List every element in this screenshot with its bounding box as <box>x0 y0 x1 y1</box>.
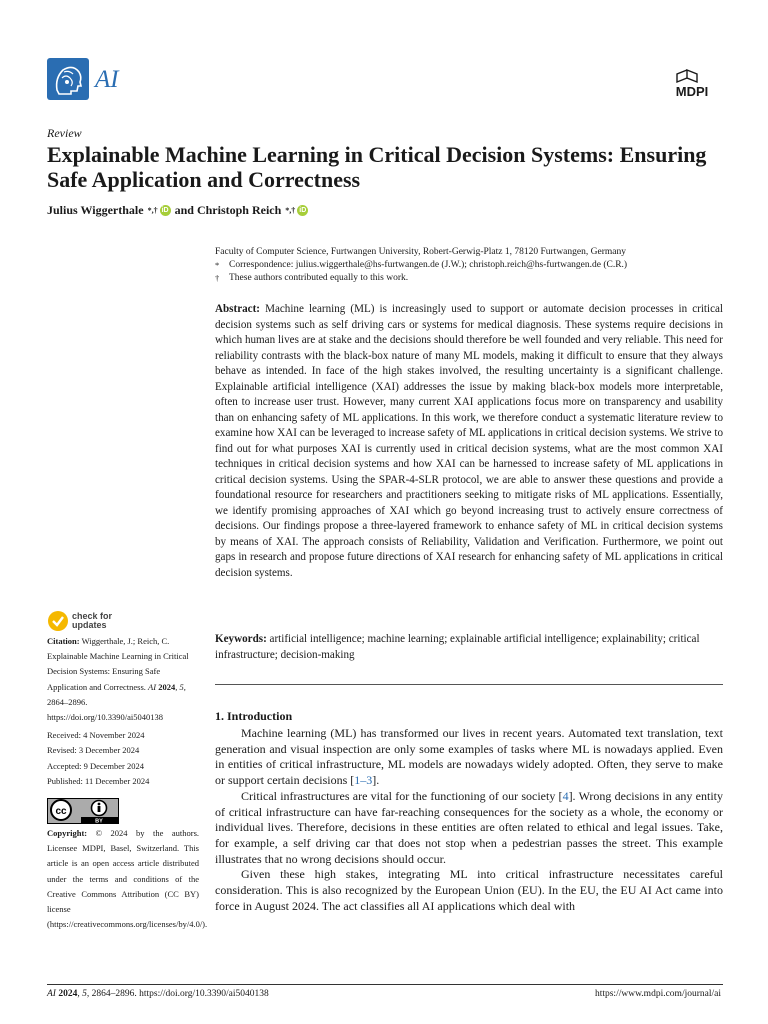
citation-link[interactable]: 1–3 <box>354 773 373 788</box>
copyright-text: © 2024 by the authors. Licensee MDPI, Basel, Switzerland. This article is an open access article distributed under the terms and conditions of the Creative Commons Attribution (CC BY) license (https://creativecommons.org/licenses/by/4.0/). <box>47 828 208 930</box>
citation-journal: AI <box>148 681 157 692</box>
keywords-text: artificial intelligence; machine learning; explainable artificial intelligence; explainability; critical infrastructure; decision-making <box>215 633 700 661</box>
equal-contribution-note: These authors contributed equally to this work. <box>229 273 409 283</box>
published-date: Published: 11 December 2024 <box>47 776 150 787</box>
check-line: updates <box>72 620 107 630</box>
footer-doi[interactable]: , 2864–2896. https://doi.org/10.3390/ai5040138 <box>86 989 269 999</box>
revised-date: Revised: 3 December 2024 <box>47 745 140 756</box>
citation-volume: 5 <box>179 681 184 692</box>
check-updates-icon <box>47 610 69 632</box>
abstract-label: Abstract: <box>215 303 260 315</box>
footer-divider <box>47 984 723 985</box>
check-line: check for <box>72 611 113 621</box>
journal-logo <box>47 58 119 100</box>
author-name: Christoph Reich <box>196 203 282 217</box>
orcid-icon[interactable]: iD <box>299 207 307 214</box>
check-for-updates-button[interactable] <box>47 610 199 632</box>
publisher-name: MDPI <box>675 84 709 99</box>
author-marks: *,† <box>147 206 158 215</box>
affiliations <box>215 246 725 285</box>
citation-block: Citation: Wiggerthale, J.; Reich, C. Explainable Machine Learning in Critical Decision Systems: Ensuring Safe Application and Correctness. AI 2024, 5, 2864–2896. https://doi.org/10.3390/ai5040138 <box>47 636 189 723</box>
footer-citation: AI 2024, 5, 2864–2896. https://doi.org/10.3390/ai5040138 <box>47 989 269 999</box>
dates-block <box>47 728 199 790</box>
copyright-block <box>47 826 208 932</box>
cc-by-label: BY <box>95 818 103 824</box>
citation-text: Wiggerthale, J.; Reich, C. Explainable Machine Learning in Critical Decision Systems: Ensuring Safe Application and Correctness. <box>47 636 189 692</box>
article-title: Explainable Machine Learning in Critical Decision Systems: Ensuring Safe Application and Correctness <box>47 142 707 192</box>
keywords-label: Keywords: <box>215 633 267 645</box>
divider <box>215 684 723 685</box>
copyright-label: Copyright: <box>47 828 88 838</box>
orcid-icon[interactable]: iD <box>161 207 169 214</box>
author-marks: *,† <box>285 206 296 215</box>
author-separator: and <box>174 203 194 217</box>
citation-pages-doi[interactable]: , 2864–2896. https://doi.org/10.3390/ai5040138 <box>47 681 186 723</box>
author-list <box>47 203 312 218</box>
correspondence: Correspondence: julius.wiggerthale@hs-furtwangen.de (J.W.); christoph.reich@hs-furtwangen.de (C.R.) <box>229 260 628 270</box>
article-type: Review <box>47 126 82 140</box>
keywords <box>215 632 723 663</box>
paragraph: Given these high stakes, integrating ML into critical infrastructure necessitates careful consideration. This is also recognized by the European Union (EU). In the EU, the EU AI Act came into force in August 2024. The act classifies all AI applications which deal with <box>215 867 723 913</box>
author-name: Julius Wiggerthale <box>47 203 144 217</box>
mdpi-logo-icon <box>664 69 720 101</box>
citation-label: Citation: <box>47 636 80 646</box>
citation-link[interactable]: 4 <box>562 788 569 803</box>
affiliation: Faculty of Computer Science, Furtwangen University, Robert-Gerwig-Platz 1, 78120 Furtwangen, Germany <box>215 247 626 257</box>
cc-by-license-icon[interactable] <box>47 798 119 824</box>
section-title: 1. Introduction <box>215 709 293 723</box>
received-date: Received: 4 November 2024 <box>47 730 145 740</box>
svg-text:cc: cc <box>55 806 67 817</box>
abstract-text: Machine learning (ML) is increasingly used to support or automate decision processes in critical decision systems such as self driving cars or systems for medical diagnosis. These systems require decisions in which human lives are at stake and the decisions should therefore be well founded and very reliable. This need for reliability contrasts with the black-box nature of many ML models, making it difficult to ensure that they always behave as intended. In face of the high stakes involved, the resulting uncertainty is a significant challenge. Explainable artificial intelligence (XAI) addresses the issue by making black-box models more interpretable, often to increase user trust. However, many current XAI applications focus more on transparency and usability than on enhancing safety of ML applications. In this work, we therefore conduct a systematic literature review to examine how XAI can be leveraged to increase safety of ML applications in critical decision systems. We strive to find out for what purposes XAI is currently used in critical decision systems, what are the most common XAI techniques in critical decision systems and how XAI can be harnessed to increase safety of ML applications in critical decision systems. Using the SPAR-4-SLR protocol, we are able to answer these questions and provide a foundational resource for researchers and practitioners seeking to mitigate risks of ML applications. Essentially, we identify promising approaches of XAI which go beyond increasing trust to actively ensure correctness of decisions. Our findings propose a three-layered framework to enhance safety of ML in critical decision systems by means of XAI. The approach consists of Reliability, Validation and Verification. Furthermore, we point out gaps in research and propose future directions of XAI research for enhancing safety of ML applications in critical decision systems. <box>215 303 723 579</box>
journal-name: AI <box>95 66 119 93</box>
paragraph: Critical infrastructures are vital for the functioning of our society [4]. Wrong decisions in any entity of critical infrastructure can have far-reaching consequences for the society as a whole, the economy or individual lives. Therefore, decisions in these entities are often related to ethical and legal issues. Take, for example, a self driving car that does not stop when a pedestrian passes the street. This example illustrates that no wrong decisions should occur. <box>215 788 723 866</box>
section-body <box>215 726 723 914</box>
citation-year: 2024 <box>158 681 176 692</box>
footer-journal-url[interactable]: https://www.mdpi.com/journal/ai <box>594 989 721 999</box>
abstract <box>215 302 723 581</box>
footnote-mark: † <box>215 273 220 283</box>
paragraph: Machine learning (ML) has transformed our lives in recent years. Automated text translation, text generation and visual inspection are only some examples of tasks where ML is nowadays applied. Even in entities of critical infrastructure, ML models are nowadays widely adopted. Often, they serve to make or support certain decisions [1–3]. <box>215 726 723 788</box>
accepted-date: Accepted: 9 December 2024 <box>47 760 144 771</box>
ai-head-emblem-icon <box>47 58 89 100</box>
footnote-mark: * <box>215 260 220 270</box>
